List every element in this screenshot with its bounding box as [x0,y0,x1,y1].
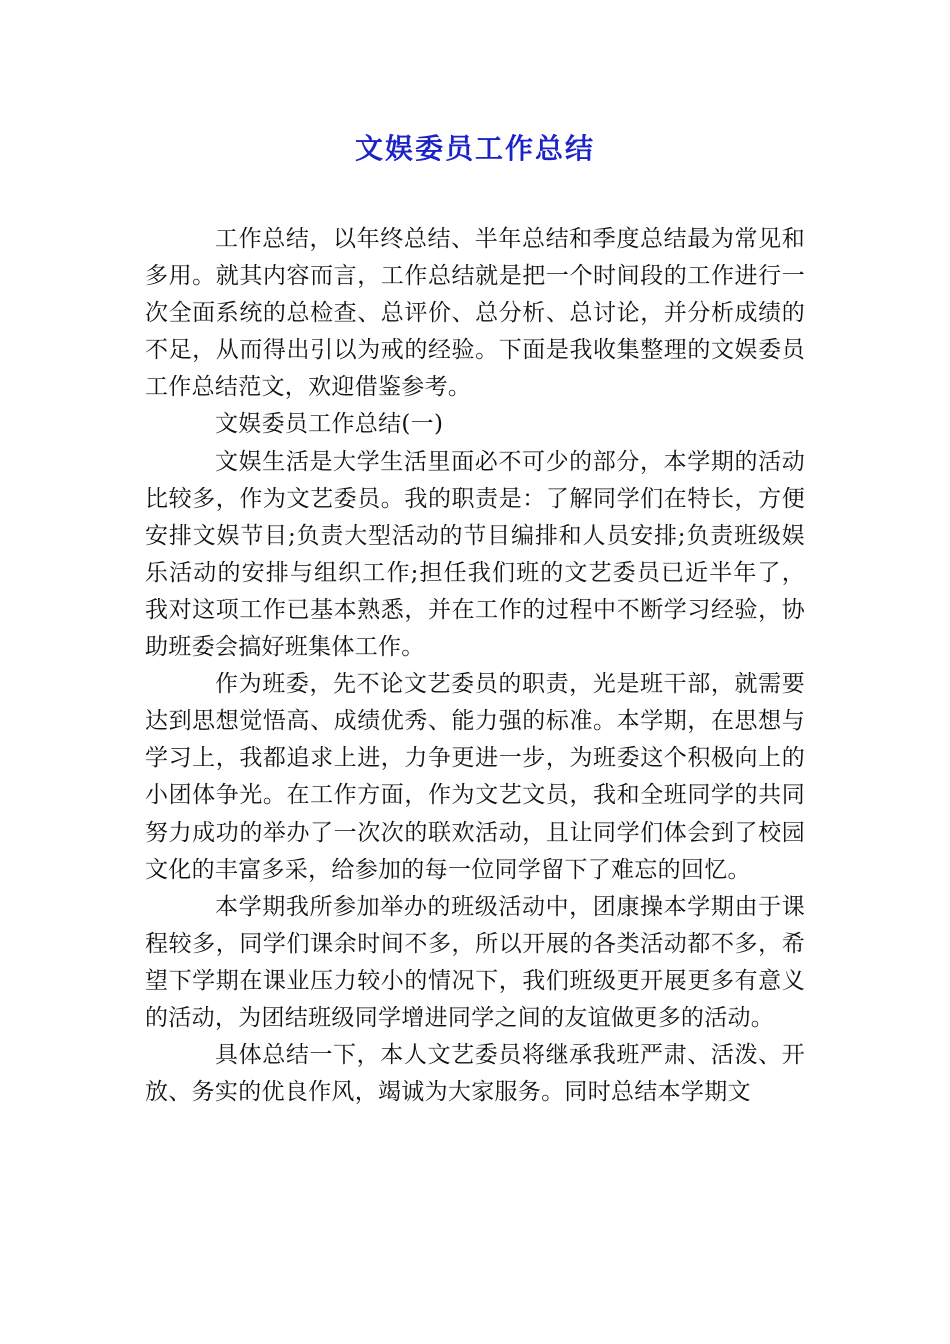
paragraph-intro: 工作总结，以年终总结、半年总结和季度总结最为常见和多用。就其内容而言，工作总结就是把一个时间段的工作进行一次全面系统的总检查、总评价、总分析、总讨论，并分析成绩的不足，从而得出引以为戒的经验。下面是我收集整理的文娱委员工作总结范文，欢迎借鉴参考。 [145,226,805,401]
document-body [145,221,805,1111]
paragraph-summary: 具体总结一下，本人文艺委员将继承我班严肃、活泼、开放、务实的优良作风，竭诚为大家服务。同时总结本学期文 [145,1042,805,1106]
paragraph-duties: 文娱生活是大学生活里面必不可少的部分，本学期的活动比较多，作为文艺委员。我的职责是：了解同学们在特长，方便安排文娱节目;负责大型活动的节目编排和人员安排;负责班级娱乐活动的安排与组织工作;担任我们班的文艺委员已近半年了，我对这项工作已基本熟悉，并在工作的过程中不断学习经验，协助班委会搞好班集体工作。 [145,448,805,661]
paragraph-committee: 作为班委，先不论文艺委员的职责，光是班干部，就需要达到思想觉悟高、成绩优秀、能力强的标准。本学期，在思想与学习上，我都追求上进，力争更进一步，为班委这个积极向上的小团体争光。在工作方面，作为文艺文员，我和全班同学的共同努力成功的举办了一次次的联欢活动，且让同学们体会到了校园文化的丰富多采，给参加的每一位同学留下了难忘的回忆。 [145,671,805,883]
section-heading: 文娱委员工作总结(一) [215,411,444,438]
paragraph-activities: 本学期我所参加举办的班级活动中，团康操本学期由于课程较多，同学们课余时间不多，所以开展的各类活动都不多，希望下学期在课业压力较小的情况下，我们班级更开展更多有意义的活动，为团结班级同学增进同学之间的友谊做更多的活动。 [145,893,805,1031]
document-title: 文娱委员工作总结 [354,132,595,165]
